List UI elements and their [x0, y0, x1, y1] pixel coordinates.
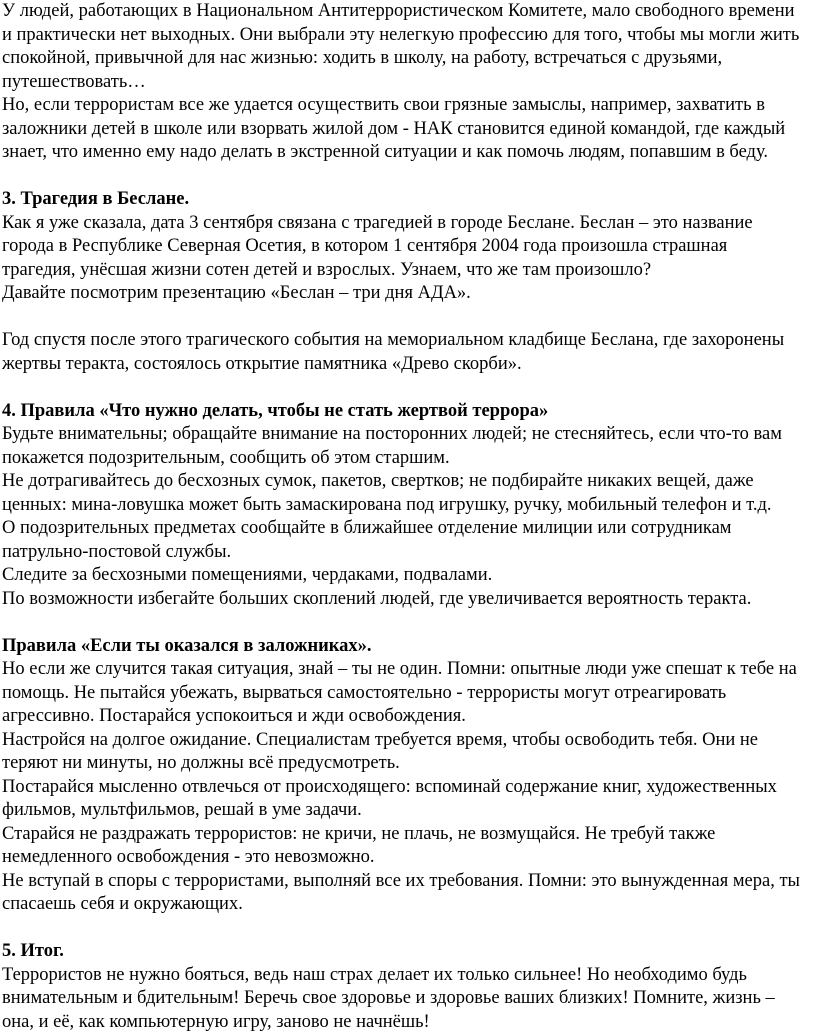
- text-line: знает, что именно ему надо делать в экстренной ситуации и как помочь людям, попавшим в беду.: [2, 141, 814, 165]
- blank-line: [2, 376, 814, 400]
- blank-line: [2, 611, 814, 635]
- text-line: По возможности избегайте больших скоплений людей, где увеличивается вероятность теракта.: [2, 588, 814, 612]
- intro-paragraph-2: [2, 94, 814, 165]
- text-line: путешествовать…: [2, 71, 814, 95]
- text-line: Год спустя после этого трагического события на мемориальном кладбище Беслана, где захоронены: [2, 329, 814, 353]
- text-line: патрульно-постовой службы.: [2, 541, 814, 565]
- hostage-rules: [2, 635, 814, 917]
- text-line: Будьте внимательны; обращайте внимание на посторонних людей; не стесняйтесь, если что-то вам: [2, 423, 814, 447]
- text-line: фильмов, мультфильмов, решай в уме задачи.: [2, 799, 814, 823]
- text-line: О подозрительных предметах сообщайте в ближайшее отделение милиции или сотрудникам: [2, 517, 814, 541]
- text-line: трагедия, унёсшая жизни сотен детей и взрослых. Узнаем, что же там произошло?: [2, 259, 814, 283]
- text-line: и практически нет выходных. Они выбрали эту нелегкую профессию для того, чтобы мы могли жить: [2, 24, 814, 48]
- text-line: спасаешь себя и окружающих.: [2, 893, 814, 917]
- blank-line: [2, 306, 814, 330]
- section-5-heading: 5. Итог.: [2, 940, 814, 964]
- text-line: покажется подозрительным, сообщить об этом старшим.: [2, 447, 814, 471]
- text-line: Не вступай в споры с террористами, выполняй все их требования. Помни: это вынужденная мера, ты: [2, 870, 814, 894]
- section-5: [2, 940, 814, 1034]
- text-line: Настройся на долгое ожидание. Специалистам требуется время, чтобы освободить тебя. Они не: [2, 729, 814, 753]
- text-line: теряют ни минуты, но должны всё предусмотреть.: [2, 752, 814, 776]
- text-line: она, и её, как компьютерную игру, заново не начнёшь!: [2, 1011, 814, 1034]
- text-line: агрессивно. Постарайся успокоиться и жди освобождения.: [2, 705, 814, 729]
- text-line: Но, если террористам все же удается осуществить свои грязные замыслы, например, захватить в: [2, 94, 814, 118]
- text-line: внимательным и бдительным! Беречь свое здоровье и здоровье ваших близких! Помните, жизнь –: [2, 987, 814, 1011]
- text-line: У людей, работающих в Национальном Антитеррористическом Комитете, мало свободного времени: [2, 0, 814, 24]
- text-line: Не дотрагивайтесь до бесхозных сумок, пакетов, свертков; не подбирайте никаких вещей, даже: [2, 470, 814, 494]
- section-4-heading: 4. Правила «Что нужно делать, чтобы не стать жертвой террора»: [2, 400, 814, 424]
- text-line: немедленного освобождения - это невозможно.: [2, 846, 814, 870]
- intro-paragraph-1: [2, 0, 814, 94]
- text-line: города в Республике Северная Осетия, в котором 1 сентября 2004 года произошла страшная: [2, 235, 814, 259]
- text-line: ценных: мина-ловушка может быть замаскирована под игрушку, ручку, мобильный телефон и т.д.: [2, 494, 814, 518]
- text-line: Но если же случится такая ситуация, знай – ты не один. Помни: опытные люди уже спешат к тебе на: [2, 658, 814, 682]
- text-line: Постарайся мысленно отвлечься от происходящего: вспоминай содержание книг, художественных: [2, 776, 814, 800]
- section-3: [2, 188, 814, 376]
- text-line: помощь. Не пытайся убежать, вырваться самостоятельно - террористы могут отреагировать: [2, 682, 814, 706]
- text-line: Давайте посмотрим презентацию «Беслан – три дня АДА».: [2, 282, 814, 306]
- text-line: Следите за бесхозными помещениями, чердаками, подвалами.: [2, 564, 814, 588]
- text-line: Старайся не раздражать террористов: не кричи, не плачь, не возмущайся. Не требуй также: [2, 823, 814, 847]
- section-4: [2, 400, 814, 612]
- hostage-rules-heading: Правила «Если ты оказался в заложниках».: [2, 635, 814, 659]
- text-line: жертвы теракта, состоялось открытие памятника «Древо скорби».: [2, 353, 814, 377]
- blank-line: [2, 917, 814, 941]
- text-line: заложники детей в школе или взорвать жилой дом - НАК становится единой командой, где каждый: [2, 118, 814, 142]
- text-line: спокойной, привычной для нас жизнью: ходить в школу, на работу, встречаться с друзьями,: [2, 47, 814, 71]
- text-line: Как я уже сказала, дата 3 сентября связана с трагедией в городе Беслане. Беслан – это название: [2, 212, 814, 236]
- section-3-heading: 3. Трагедия в Беслане.: [2, 188, 814, 212]
- blank-line: [2, 165, 814, 189]
- text-line: Террористов не нужно бояться, ведь наш страх делает их только сильнее! Но необходимо будь: [2, 964, 814, 988]
